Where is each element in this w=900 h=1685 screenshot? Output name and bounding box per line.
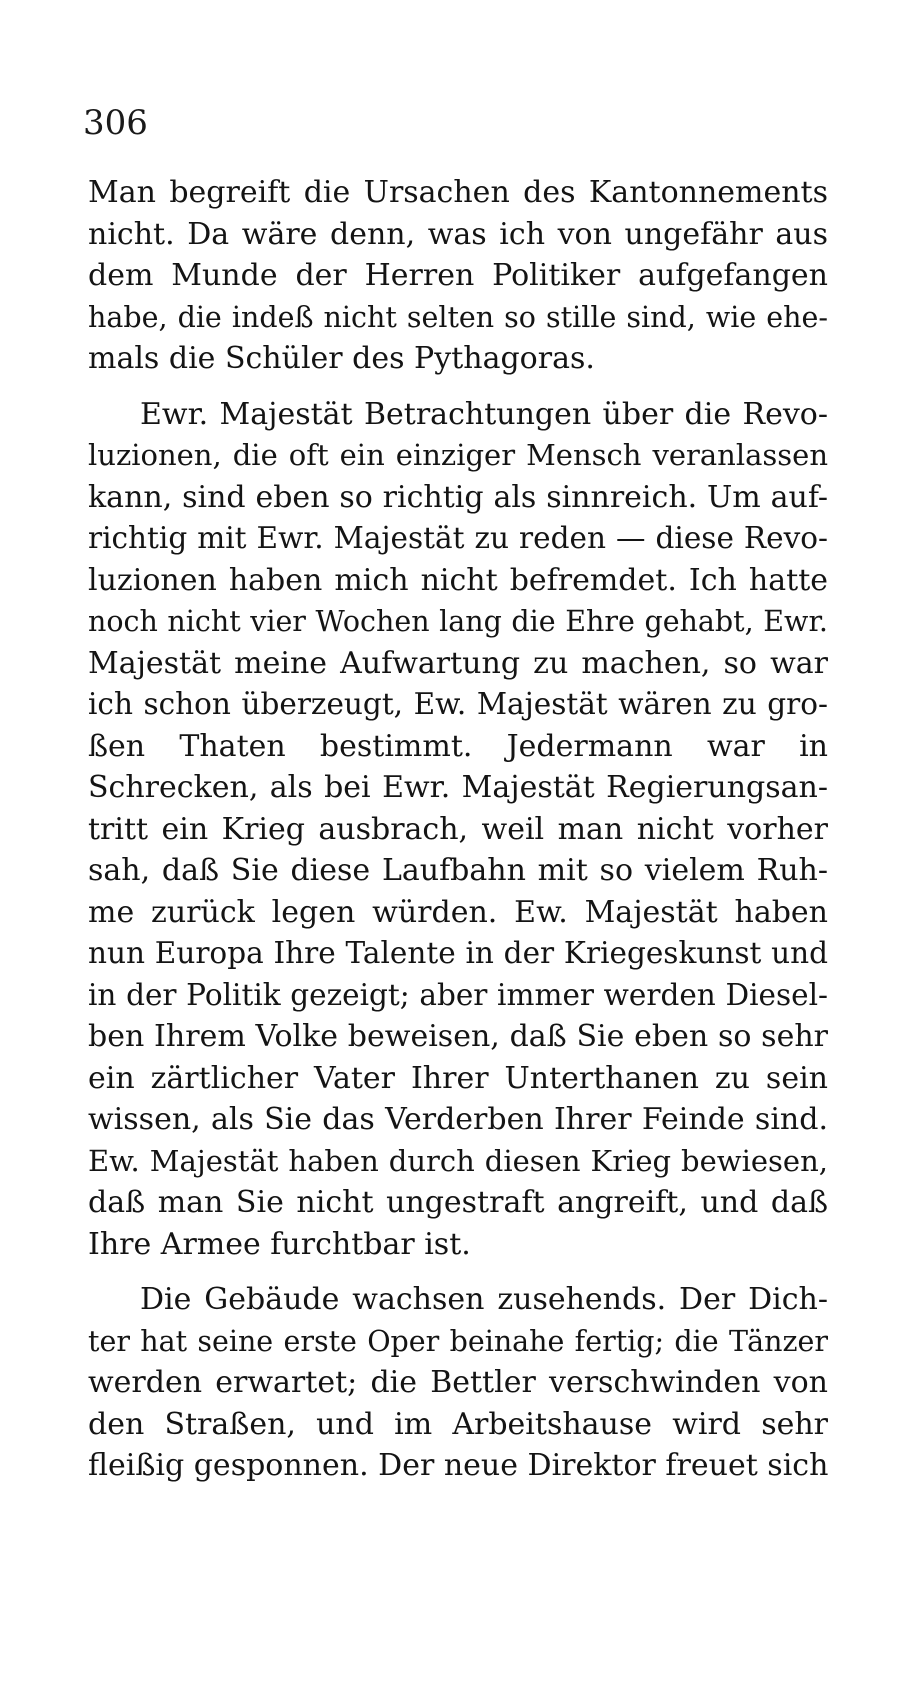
text-line: sah, daß Sie diese Laufbahn mit so vielem Ruh-	[88, 853, 828, 888]
text-line: Ihre Armee furchtbar ist.	[88, 1226, 471, 1262]
text-line: den Straßen, und im Arbeitshause wird sehr	[88, 1406, 828, 1442]
paragraph	[88, 172, 828, 380]
paragraph	[88, 1279, 828, 1487]
text-line: Schrecken, als bei Ewr. Majestät Regierungsan-	[88, 770, 828, 805]
text-line: wissen, als Sie das Verderben Ihrer Feinde sind.	[88, 1102, 828, 1137]
text-line: Ewr. Majestät Betrachtungen über die Revo-	[140, 396, 828, 432]
text-line: Man begreift die Ursachen des Kantonnements	[88, 175, 828, 210]
text-line: daß man Sie nicht ungestraft angreift, und daß	[88, 1185, 828, 1220]
text-line: ich schon überzeugt, Ew. Majestät wären zu gro-	[88, 687, 828, 721]
text-line: dem Munde der Herren Politiker aufgefangen	[88, 258, 828, 293]
text-line: nicht. Da wäre denn, was ich von ungefähr aus	[88, 216, 828, 252]
text-line: richtig mit Ewr. Majestät zu reden — diese Revo-	[88, 521, 828, 555]
text-line: mals die Schüler des Pythagoras.	[88, 341, 595, 376]
text-line: in der Politik gezeigt; aber immer werden Diesel-	[88, 977, 828, 1012]
text-line: fleißig gesponnen. Der neue Direktor freuet sich	[88, 1448, 829, 1483]
text-line: habe, die indeß nicht selten so stille sind, wie ehe-	[88, 300, 828, 334]
text-line: Ew. Majestät haben durch diesen Krieg bewiesen,	[88, 1143, 828, 1178]
page-number: 306	[83, 103, 148, 143]
text-line: noch nicht vier Wochen lang die Ehre gehabt, Ewr.	[88, 605, 828, 638]
text-line: Majestät meine Aufwartung zu machen, so war	[88, 645, 828, 681]
text-line: ßen Thaten bestimmt. Jedermann war in	[88, 728, 828, 764]
text-line: ein zärtlicher Vater Ihrer Unterthanen zu sein	[88, 1060, 828, 1096]
text-line: ben Ihrem Volke beweisen, daß Sie eben so sehr	[88, 1019, 828, 1054]
text-line: Die Gebäude wachsen zusehends. Der Dich-	[140, 1282, 828, 1317]
text-line: kann, sind eben so richtig als sinnreich. Um auf-	[88, 479, 828, 515]
text-line: ter hat seine erste Oper beinahe fertig; die Tänzer	[88, 1324, 828, 1358]
text-line: werden erwartet; die Bettler verschwinden von	[88, 1365, 828, 1400]
text-line: luzionen, die oft ein einziger Mensch veranlassen	[88, 438, 828, 472]
text-line: me zurück legen würden. Ew. Majestät haben	[88, 894, 828, 930]
paragraph	[88, 394, 828, 1266]
body-text	[88, 172, 828, 1487]
text-line: luzionen haben mich nicht befremdet. Ich hatte	[88, 562, 828, 598]
text-line: tritt ein Krieg ausbrach, weil man nicht vorher	[88, 811, 828, 847]
text-line: nun Europa Ihre Talente in der Kriegeskunst und	[88, 936, 828, 970]
